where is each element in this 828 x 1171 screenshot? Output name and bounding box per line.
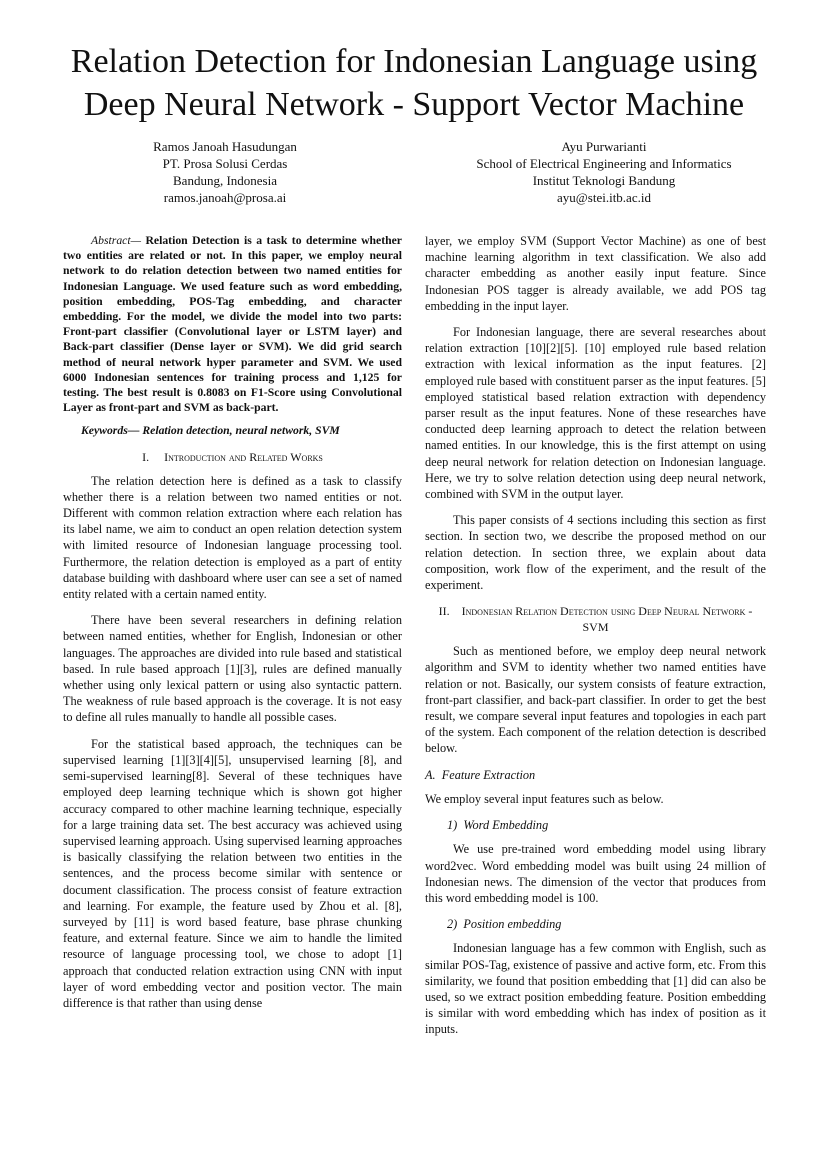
author-name: Ramos Janoah Hasudungan bbox=[153, 139, 297, 154]
section-heading-2 bbox=[425, 603, 766, 635]
right-column bbox=[425, 233, 766, 1038]
paragraph: The relation detection here is defined as a task to classify whether there is a relation between two named entities or not. Different with common relation extraction where each relation has its label name, we aim to conduct an open relation detection system with limited resource of Indonesian language processing tool. Furthermore, the relation detection is employed as a part of entity database building with dashboard where user can see a set of named entity related with a certain named entity. bbox=[63, 473, 402, 602]
paragraph: Indonesian language has a few common with English, such as similar POS-Tag, existence of passive and active form, etc. From this similarity, we found that position embedding that [1] did can also be used, so we extract position embedding feature. Position embedding is similar with word embedding which has index of position as it inputs. bbox=[425, 941, 766, 1037]
abstract-text: Relation Detection is a task to determine whether two entities are related or not. In this paper, we employ neural network to do relation detection between two named entities for Indonesian Language. We used feature such as word embedding, position embedding, POS-Tag embedding, and character embedding. For the model, we divide the model into two parts: Front-part classifier (Convolutional layer or LSTM layer) and Back-part classifier (Dense layer or SVM). We did grid search method of neural network hyper parameter and SVM. We used 6000 Indonesian sentences for training process and 1,125 for testing. The best result is 0.8083 on F1-Score using Convolutional Layer as front-part and SVM as back-part. bbox=[63, 234, 402, 415]
paragraph: layer, we employ SVM (Support Vector Machine) as one of best machine learning algorithm in text classification. We also add character embedding as another easily input feature. Since Indonesian POS tagger is already available, we add POS tag embedding in the input layer. bbox=[425, 234, 766, 313]
subsection-title: Feature Extraction bbox=[441, 767, 536, 782]
paragraph: For the statistical based approach, the techniques can be supervised learning [1][3][4][5], unsupervised learning [8], and semi-supervised learning[8]. Several of these techniques have employed deep learning technique which is shown got higher accuracy compared to other machine learning technique, especially for a large training data set. The best accuracy was achieved using supervised learning approach. Using supervised learning approaches is basically classifying the relation between two entities in the sentences, and the process become similar with sentence or document classification. The process consist of feature extraction and learning. For example, the feature used by Zhou et al. [8], surveyed by [11] is word based feature, base phrase chunking feature, and external feature. Since we aim to handle the limited resource of language processing tool, we chose to adopt [1] approach that conducted relation extraction using CNN with input layer of word embedding vector and position vector. The main difference is that rather than using dense bbox=[63, 736, 402, 1010]
keywords: Keywords— Relation detection, neural network, SVM bbox=[81, 424, 340, 438]
author-location: Bandung, Indonesia bbox=[173, 173, 277, 188]
paragraph: This paper consists of 4 sections including this section as first section. In section two, we describe the proposed method on our relation detection. In section three, we explain about data composition, work flow of the experiment, and the result of the experiment. bbox=[425, 513, 766, 593]
author-location: Institut Teknologi Bandung bbox=[532, 173, 676, 188]
section-heading-1 bbox=[63, 449, 402, 465]
subsection-heading bbox=[425, 767, 766, 783]
paragraph: We employ several input features such as below. bbox=[425, 791, 664, 806]
subsubsection-heading bbox=[447, 817, 766, 833]
subsection-label: A. bbox=[425, 767, 436, 782]
section-number: I. bbox=[142, 449, 150, 464]
section-title: Indonesian Relation Detection using Deep Neural Network - SVM bbox=[461, 604, 753, 635]
paragraph: We use pre-trained word embedding model using library word2vec. Word embedding model was built using 24 million of Indonesian news. The dimension of the vector that produces from this word embedding model is 100. bbox=[425, 842, 766, 905]
subsubsection-title: Word Embedding bbox=[463, 818, 549, 833]
section-title: Introduction and Related Works bbox=[164, 449, 323, 464]
subsubsection-label: 1) bbox=[447, 818, 458, 833]
author-affiliation: PT. Prosa Solusi Cerdas bbox=[162, 156, 288, 171]
subsubsection-heading bbox=[447, 916, 766, 932]
paragraph: For Indonesian language, there are several researches about relation extraction [10][2][5]. [10] employed rule based relation extraction with lexical information as the input features. [2] employed rule based with constituent parser as the input features. [5] employed statistical based relation extraction with dependency parser result as the input features. None of these researches have conducted deep learning approach to detect the relation between named entities. In our knowledge, this is the first attempt on using deep neural network for relation detection on Indonesian language. Here, we try to solve relation detection using deep neural network, combined with SVM in the output layer. bbox=[425, 325, 766, 502]
paragraph: Such as mentioned before, we employ deep neural network algorithm and SVM to identity whether two named entities have relation or not. Basically, our system consists of feature extraction, front-part classifier, and back-part classifier. In order to get the best result, we compare several input features and topologies in each part of the system. Each component of the relation detection is described below. bbox=[425, 644, 766, 756]
paper-title: Relation Detection for Indonesian Language using Deep Neural Network - Support Vector Machine bbox=[70, 43, 758, 123]
left-column bbox=[63, 233, 402, 1011]
abstract bbox=[63, 233, 402, 415]
author-affiliation: School of Electrical Engineering and Informatics bbox=[476, 156, 732, 171]
subsubsection-label: 2) bbox=[447, 917, 458, 932]
subsubsection-title: Position embedding bbox=[463, 917, 562, 932]
author-name: Ayu Purwarianti bbox=[561, 139, 647, 154]
paragraph: There have been several researchers in defining relation between named entities, whether for English, Indonesian or other languages. The approaches are divided into rule based and statistical based. In rule based approach [1][3], rules are defined manually whether using only lexical pattern or using also syntactic pattern. The weakness of rule based approach is the coverage. It is not easy to define all rules manually to handle all possible cases. bbox=[63, 613, 402, 725]
author-block-1 bbox=[118, 138, 332, 206]
section-number: II. bbox=[438, 604, 450, 619]
author-email: ramos.janoah@prosa.ai bbox=[163, 190, 287, 205]
author-block-2 bbox=[428, 138, 780, 206]
abstract-label: Abstract— bbox=[91, 234, 141, 247]
author-email: ayu@stei.itb.ac.id bbox=[557, 190, 651, 205]
